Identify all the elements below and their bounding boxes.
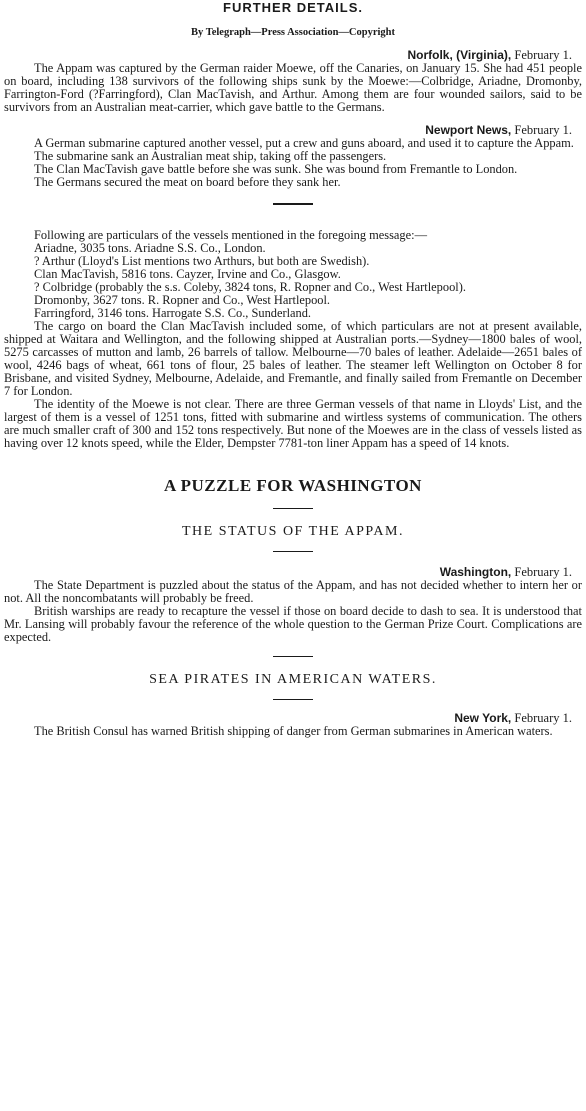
vessel-item: Ariadne, 3035 tons. Ariadne S.S. Co., London. (34, 241, 266, 255)
divider-rule (273, 203, 313, 205)
dateline-place: New York, (454, 711, 512, 725)
vessel-item: Dromonby, 3627 tons. R. Ropner and Co., West Hartlepool. (34, 293, 331, 307)
section-title-further-details: FURTHER DETAILS. (223, 0, 363, 15)
vessel-item: Farringford, 3146 tons. Harrogate S.S. Co., Sunderland. (34, 306, 312, 320)
vessel-item: Clan MacTavish, 5816 tons. Cayzer, Irvine and Co., Glasgow. (34, 267, 341, 281)
dateline-place: Newport News, (425, 123, 512, 137)
divider-rule (273, 699, 313, 700)
paragraph-british-consul: The British Consul has warned British shipping of danger from German submarines in American waters. (34, 724, 553, 738)
dateline-date: February 1. (514, 123, 572, 137)
subhead-sea-pirates: SEA PIRATES IN AMERICAN WATERS. (149, 672, 437, 687)
headline-puzzle-for-washington: A PUZZLE FOR WASHINGTON (164, 476, 422, 495)
vessel-item: ? Colbridge (probably the s.s. Coleby, 3824 tons, R. Ropner and Co., West Hartlepool). (34, 280, 466, 294)
paragraph-cargo: The cargo on board the Clan MacTavish included some, of which particulars are not at present available, shipped at Waitara and Wellington, and the following shipped at Australian ports.—Sydney—1800 bales of wool, 5275 carcasses of mutton and lamb, 26 barrels of tallow. Melbourne—70 bales of leather. Adelaide—2651 bales of wool, 4246 bags of wheat, 661 tons of flour, 25 bales of leather. The steamer left Wellington on October 8 for Brisbane, and visited Sydney, Melbourne, Adelaide, and Fremantle, and finally sailed from Fremantle on December 7 for London. (4, 319, 582, 398)
vessel-item: ? Arthur (Lloyd's List mentions two Arthurs, but both are Swedish). (34, 254, 370, 268)
dateline-date: February 1. (514, 48, 572, 62)
paragraph-moewe-identity: The identity of the Moewe is not clear. There are three German vessels of that name in Lloyds' List, and the largest of them is a vessel of 1251 tons, fitted with submarine and wirtless systems of communication. The others are much smaller craft of 300 and 152 tons respectively. But none of the Moewes are in the class of vessels listed as having over 12 knots speed, while the Elder, Dempster 7781-ton liner Appam has a speed of 14 knots. (4, 397, 582, 450)
divider-rule (273, 656, 313, 657)
subhead-status-of-appam: THE STATUS OF THE APPAM. (182, 524, 404, 539)
paragraph-appam-captured: The Appam was captured by the German raider Moewe, off the Canaries, on January 15. She had 451 people on board, including 138 survivors of the following ships sunk by the Moewe:—Colbridge, Ariadne, Dromonby, Farrington-Ford (?Farringford), Clan MacTavish, and Arthur. Among them are four wounded sailors, said to be survivors from an Australian meat-carrier, which gave battle to the Germans. (4, 61, 582, 114)
dateline-date: February 1. (514, 565, 572, 579)
dateline-place: Washington, (439, 565, 512, 579)
paragraph-state-department: The State Department is puzzled about the status of the Appam, and has not decided whether to intern her or not. All the noncombatants will probably be freed. (4, 578, 582, 605)
byline: By Telegraph—Press Association—Copyright (191, 27, 395, 38)
paragraph-submarine-captured: A German submarine captured another vessel, put a crew and guns aboard, and used it to capture the Appam. (34, 136, 574, 150)
paragraph-particulars-intro: Following are particulars of the vessels mentioned in the foregoing message:— (34, 228, 427, 242)
paragraph-submarine-sank: The submarine sank an Australian meat ship, taking off the passengers. (34, 149, 387, 163)
paragraph-british-warships: British warships are ready to recapture the vessel if those on board decide to dash to sea. It is understood that Mr. Lansing will probably favour the reference of the whole question to the German Prize Court. Complications are expected. (4, 604, 582, 644)
divider-rule (273, 508, 313, 509)
paragraph-meat-secured: The Germans secured the meat on board before they sank her. (34, 175, 341, 189)
divider-rule (273, 551, 313, 552)
paragraph-clan-mactavish: The Clan MacTavish gave battle before she was sunk. She was bound from Fremantle to London. (34, 162, 518, 176)
dateline-date: February 1. (514, 711, 572, 725)
dateline-place: Norfolk, (Virginia), (407, 48, 512, 62)
